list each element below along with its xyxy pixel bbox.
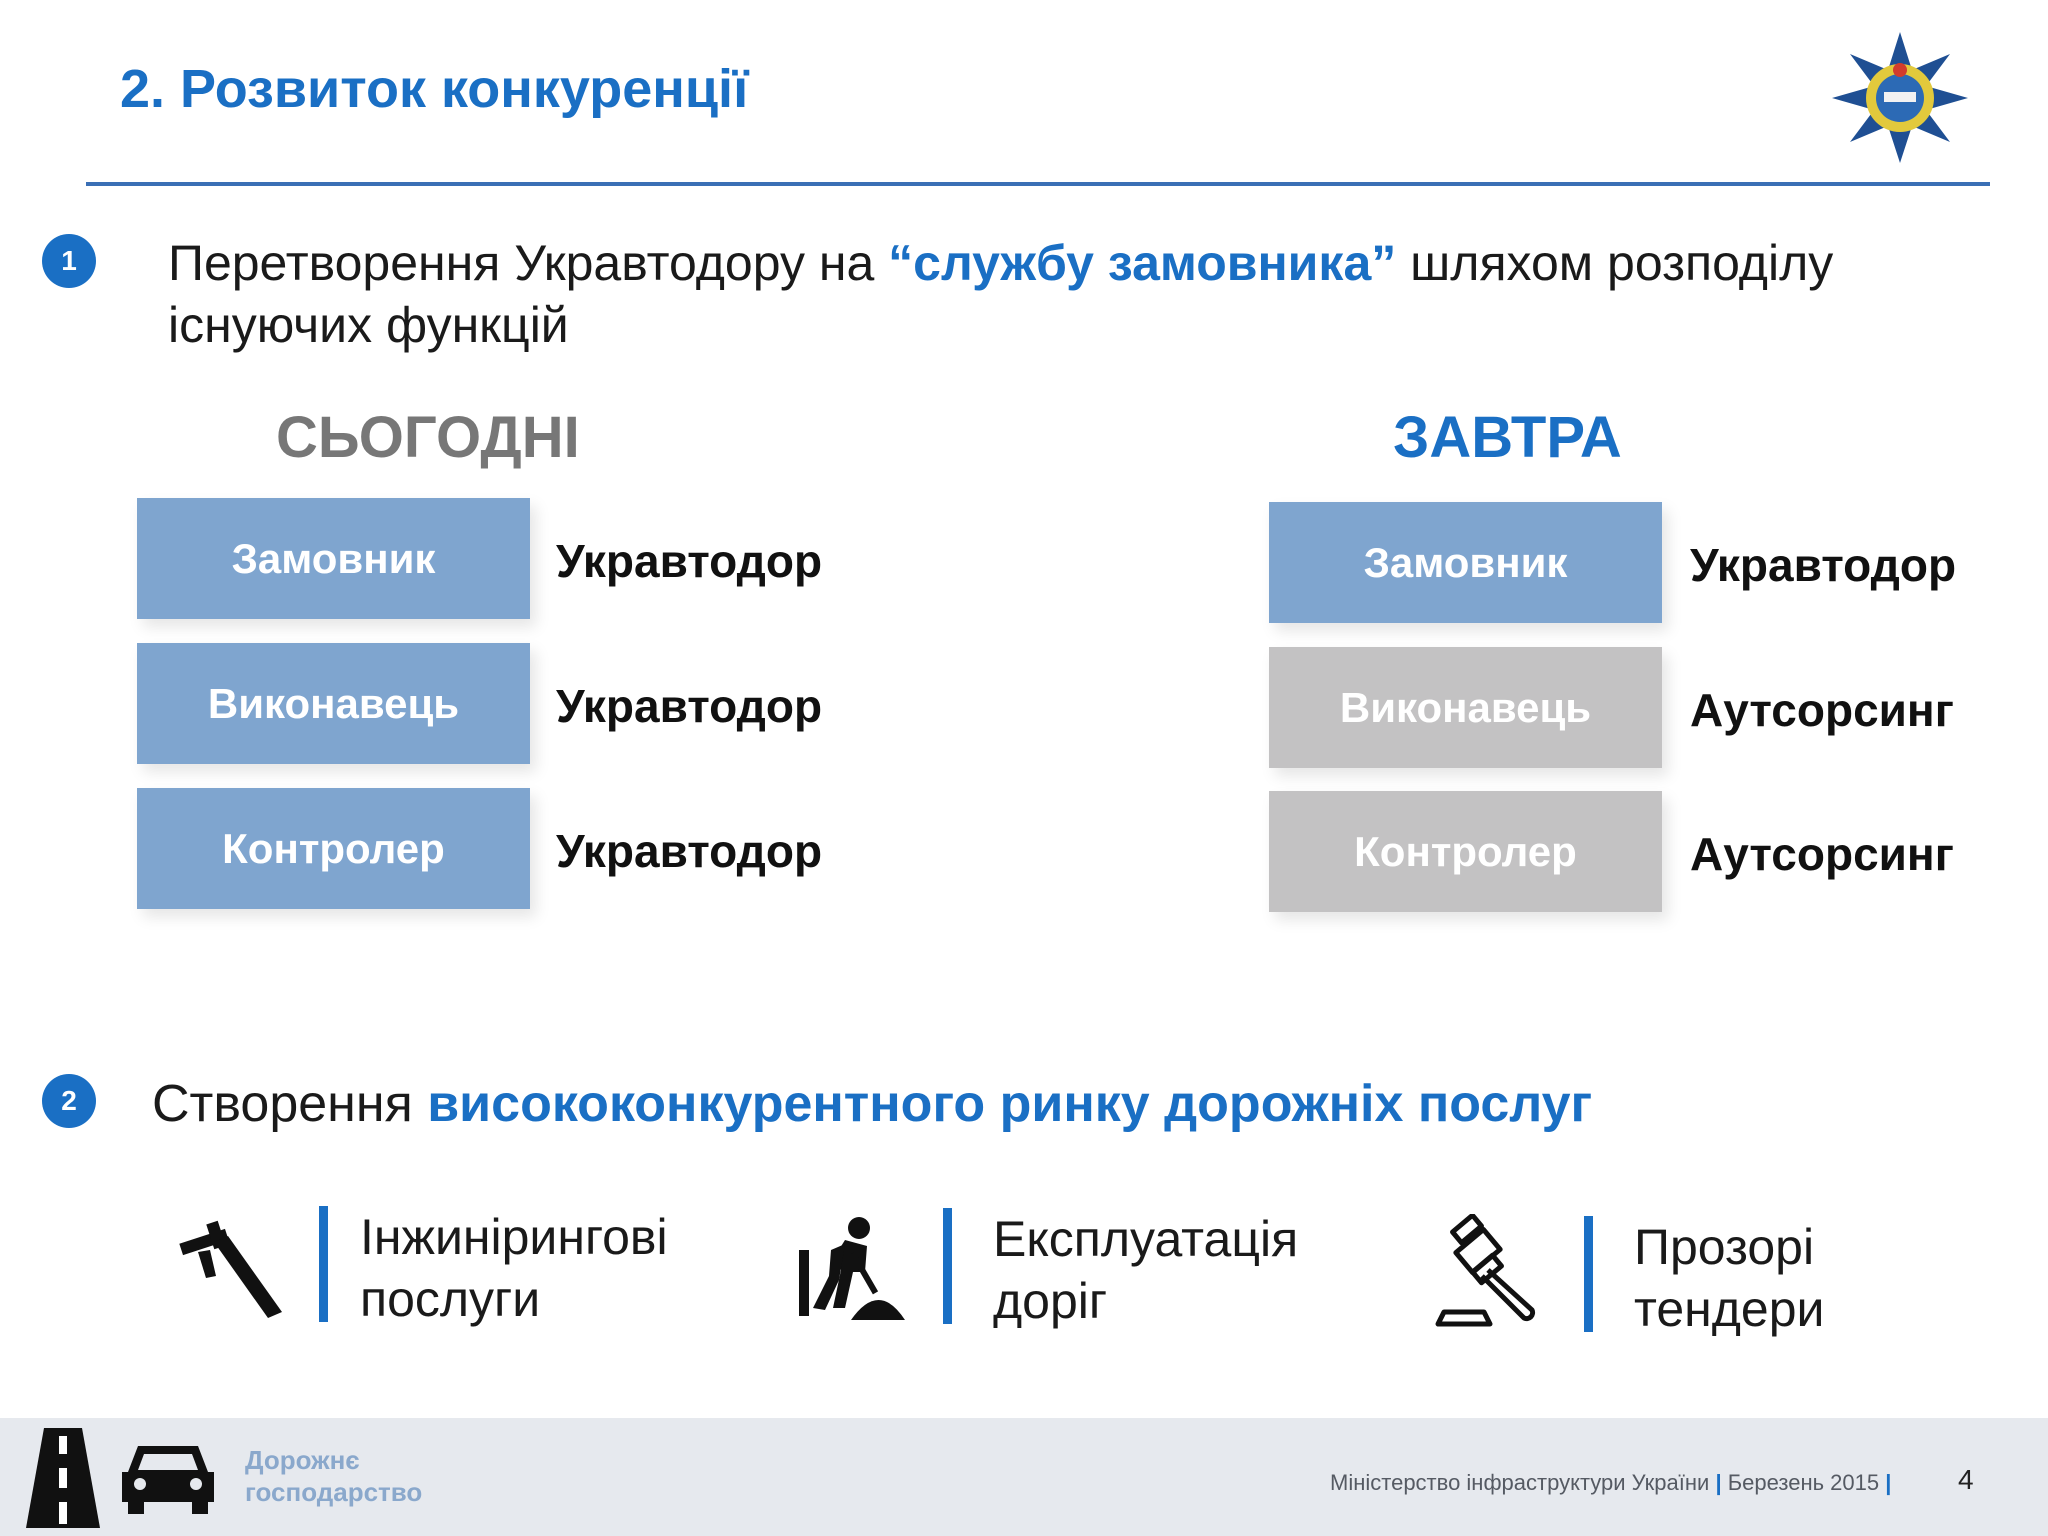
tomorrow-role-executor: Виконавець	[1269, 647, 1662, 768]
section-1-text	[168, 232, 1968, 356]
footer-separator: |	[1715, 1470, 1722, 1495]
tomorrow-owner-executor: Аутсорсинг	[1690, 684, 1954, 736]
footer-org-name	[245, 1444, 422, 1508]
section-1-badge: 1	[42, 234, 96, 288]
car-icon	[122, 1436, 214, 1516]
today-role-controller: Контролер	[137, 788, 530, 909]
tomorrow-role-controller: Контролер	[1269, 791, 1662, 912]
section-2-badge: 2	[42, 1074, 96, 1128]
footer-date: Березень 2015	[1727, 1470, 1880, 1495]
section-1-highlight: “службу замовника”	[888, 235, 1397, 291]
ukravtodor-emblem-icon	[1830, 30, 1970, 165]
service-maintenance-label	[993, 1208, 1298, 1332]
title-divider	[86, 182, 1990, 186]
section-1-text-after: шляхом розподілу існуючих функцій	[168, 235, 1834, 353]
service-engineering-line2: послуги	[360, 1271, 541, 1327]
today-role-executor: Виконавець	[137, 643, 530, 764]
service-maintenance-line1: Експлуатація	[993, 1211, 1299, 1267]
slide-title: 2. Розвиток конкуренції	[120, 59, 749, 119]
page-number: 4	[1958, 1464, 1974, 1495]
today-owner-customer: Укравтодор	[556, 535, 823, 587]
section-2-highlight: висококонкурентного ринку дорожніх послуг	[427, 1075, 1593, 1133]
service-maintenance-line2: доріг	[993, 1273, 1108, 1329]
today-heading: СЬОГОДНІ	[276, 405, 580, 470]
caliper-icon	[170, 1206, 290, 1326]
footer-meta	[1330, 1470, 1891, 1496]
service-divider-2	[943, 1208, 952, 1324]
footer-ministry: Міністерство інфраструктури України	[1330, 1470, 1710, 1495]
tomorrow-owner-customer: Укравтодор	[1690, 539, 1957, 591]
service-divider-1	[319, 1206, 328, 1322]
tomorrow-role-customer: Замовник	[1269, 502, 1662, 623]
service-engineering-line1: Інжинірингові	[360, 1209, 668, 1265]
footer-org-line1: Дорожнє	[245, 1445, 360, 1475]
service-engineering-label	[360, 1206, 668, 1330]
footer-org-line2: господарство	[245, 1477, 423, 1507]
section-1-text-before: Перетворення Укравтодору на	[168, 235, 889, 291]
service-tenders-label	[1634, 1216, 1824, 1340]
road-worker-icon	[795, 1210, 915, 1330]
today-role-customer: Замовник	[137, 498, 530, 619]
today-owner-executor: Укравтодор	[556, 680, 823, 732]
section-2-text	[152, 1074, 1592, 1134]
service-tenders-line1: Прозорі	[1634, 1219, 1815, 1275]
service-tenders-line2: тендери	[1634, 1281, 1825, 1337]
tomorrow-heading: ЗАВТРА	[1393, 405, 1622, 470]
tomorrow-owner-controller: Аутсорсинг	[1690, 828, 1954, 880]
section-2-text-before: Створення	[152, 1075, 428, 1133]
gavel-icon	[1432, 1214, 1552, 1334]
today-owner-controller: Укравтодор	[556, 825, 823, 877]
footer-separator-end: |	[1885, 1470, 1892, 1495]
service-divider-3	[1584, 1216, 1593, 1332]
road-icon	[26, 1428, 100, 1528]
